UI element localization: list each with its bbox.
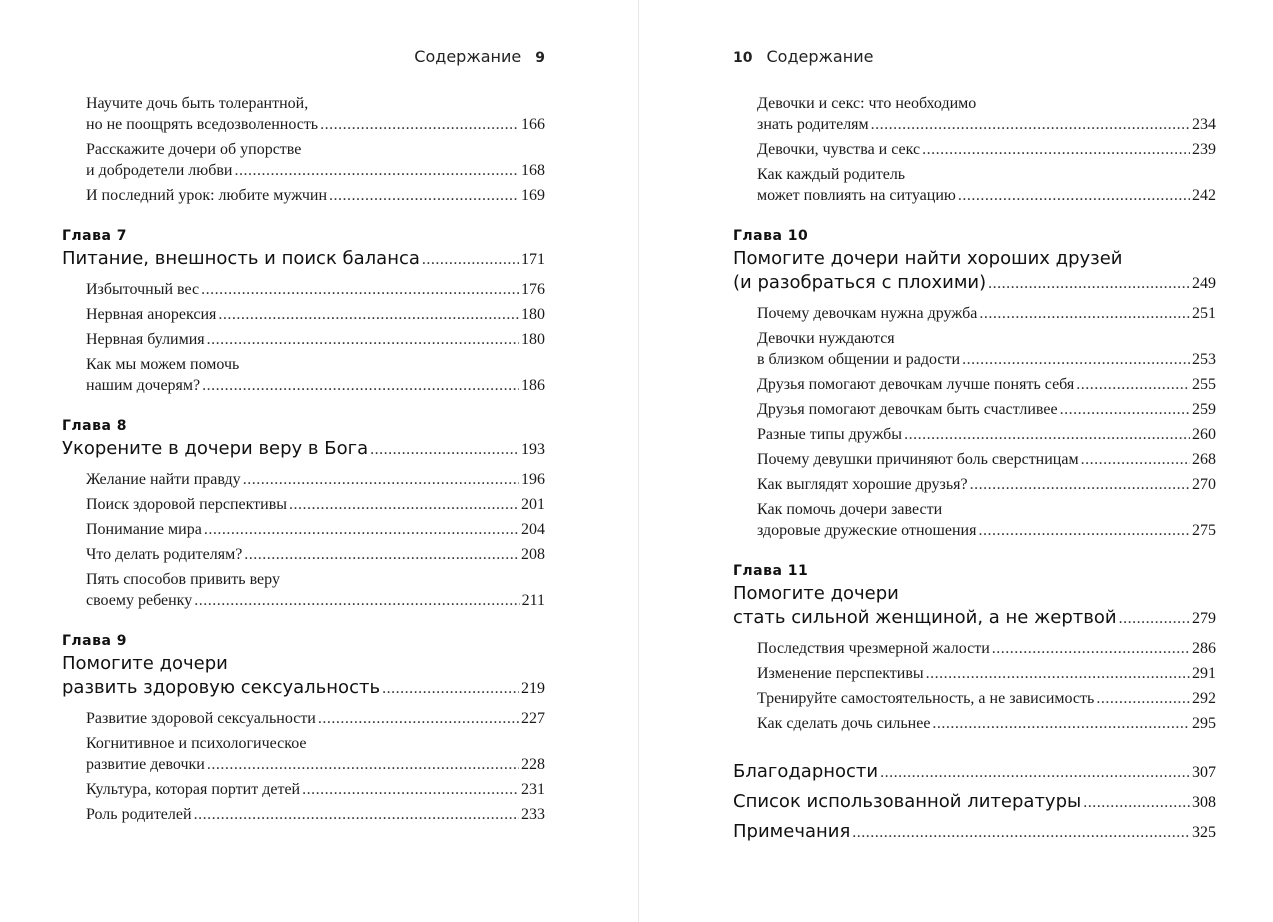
- dot-leader: [194, 804, 519, 825]
- toc-entry: [757, 499, 1216, 541]
- toc-entry-line: [757, 399, 1216, 420]
- chapter-title-line-page: 171: [521, 251, 545, 268]
- chapter-title-line: [62, 676, 545, 701]
- toc-entry-line: [757, 713, 1216, 734]
- dot-leader: [218, 304, 519, 325]
- toc-entry-line-page: 242: [1192, 187, 1216, 204]
- toc-entry: [757, 328, 1216, 370]
- toc-entry-line: [86, 494, 545, 515]
- back-matter-line-page: 325: [1192, 824, 1216, 841]
- toc-entry-line-page: 211: [521, 592, 545, 609]
- chapter-title: [62, 652, 545, 701]
- toc-entry-line-page: 259: [1192, 401, 1216, 418]
- toc-entry: [86, 804, 545, 825]
- toc-entry: [757, 638, 1216, 659]
- chapter-label: Глава 7: [62, 228, 128, 244]
- toc-entry-line-text: Как выглядят хорошие друзья?: [757, 476, 968, 493]
- dot-leader: [904, 424, 1190, 445]
- toc-entry: [757, 663, 1216, 684]
- toc-entry-line-text: развитие девочки: [86, 756, 205, 773]
- toc-entry-line-page: 295: [1192, 715, 1216, 732]
- toc-entry: [757, 93, 1216, 135]
- toc-entry-line-text: Почему девушки причиняют боль сверстницам: [757, 451, 1079, 468]
- toc-entry: [86, 494, 545, 515]
- dot-leader: [871, 114, 1190, 135]
- toc-entry-line-text: и добродетели любви: [86, 162, 233, 179]
- left-page: [62, 0, 545, 922]
- chapter-title-line-text: Питание, внешность и поиск баланса: [62, 248, 420, 269]
- dot-leader: [244, 544, 519, 565]
- toc-entry-line: [757, 185, 1216, 206]
- toc-entry-line: [86, 279, 545, 300]
- toc-entry-line: [86, 329, 545, 350]
- toc-entry-line: [757, 114, 1216, 135]
- dot-leader: [201, 279, 519, 300]
- chapter-title-line: [733, 606, 1216, 631]
- toc-entry: [86, 329, 545, 350]
- dot-leader: [234, 160, 519, 181]
- dot-leader: [207, 754, 519, 775]
- chapter-title-line-page: 193: [521, 441, 545, 458]
- toc-entry-line-text: Поиск здоровой перспективы: [86, 496, 288, 513]
- toc-entry-line-text: здоровые дружеские отношения: [757, 522, 977, 539]
- toc-entry-line-page: 251: [1192, 305, 1216, 322]
- toc-entry-line-text: Культура, которая портит детей: [86, 781, 301, 798]
- dot-leader: [302, 779, 519, 800]
- toc-entry-first-line: Пять способов привить веру: [86, 571, 280, 588]
- toc-entry-line-text: Развитие здоровой сексуальности: [86, 710, 316, 727]
- dot-leader: [979, 303, 1190, 324]
- toc-entry-line: [757, 303, 1216, 324]
- toc-entry-line: [86, 804, 545, 825]
- dot-leader: [1096, 688, 1190, 709]
- dot-leader: [880, 761, 1190, 785]
- chapter-title-line: [62, 437, 545, 462]
- toc-left: [62, 93, 545, 829]
- dot-leader: [958, 185, 1190, 206]
- toc-entry-line-page: 260: [1192, 426, 1216, 443]
- chapter-title-line-text: стать сильной женщиной, а не жертвой: [733, 607, 1117, 628]
- chapter-title-first-line: Помогите дочери найти хороших друзей: [733, 248, 1123, 269]
- toc-entry-line-text: Понимание мира: [86, 521, 202, 538]
- toc-entry-line: [757, 349, 1216, 370]
- dot-leader: [329, 185, 519, 206]
- toc-right: [733, 93, 1216, 850]
- toc-entry-line-text: Друзья помогают девочкам быть счастливее: [757, 401, 1058, 418]
- toc-entry-line-text: Изменение перспективы: [757, 665, 924, 682]
- chapter-section: [62, 227, 545, 396]
- dot-leader: [1083, 791, 1190, 815]
- page-number: 9: [535, 50, 545, 66]
- page-number: 10: [733, 50, 753, 66]
- dot-leader: [1081, 449, 1190, 470]
- toc-entry-first-line: Расскажите дочери об упорстве: [86, 141, 302, 158]
- toc-entry: [757, 713, 1216, 734]
- running-head-right: [733, 47, 1216, 71]
- toc-entry-line-text: Друзья помогают девочкам лучше понять себя: [757, 376, 1075, 393]
- toc-entry-line-text: И последний урок: любите мужчин: [86, 187, 328, 204]
- dot-leader: [1119, 607, 1190, 631]
- toc-entry-line: [86, 114, 545, 135]
- toc-entry-line: [757, 139, 1216, 160]
- toc-entry: [757, 424, 1216, 445]
- running-head-title: Содержание: [766, 47, 874, 66]
- running-head-left: [62, 47, 545, 71]
- toc-entry: [86, 733, 545, 775]
- dot-leader: [370, 438, 519, 462]
- back-matter-line-page: 307: [1192, 764, 1216, 781]
- toc-entry-line: [757, 449, 1216, 470]
- dot-leader: [1060, 399, 1190, 420]
- toc-entry-first-line: Как помочь дочери завести: [757, 501, 943, 518]
- dot-leader: [922, 139, 1190, 160]
- toc-entry-line: [86, 375, 545, 396]
- dot-leader: [988, 272, 1190, 296]
- dot-leader: [932, 713, 1190, 734]
- chapter-label: Глава 8: [62, 418, 128, 434]
- chapter-label: Глава 11: [733, 563, 809, 579]
- back-matter: [733, 760, 1216, 845]
- chapter-title-line: [62, 247, 545, 272]
- chapter-title: [733, 582, 1216, 631]
- back-matter-entry: [733, 820, 1216, 845]
- toc-entry: [757, 164, 1216, 206]
- toc-entry-line-text: нашим дочерям?: [86, 377, 201, 394]
- toc-entry-line: [86, 185, 545, 206]
- toc-entry-line: [757, 424, 1216, 445]
- toc-entry: [86, 569, 545, 611]
- toc-entry-line-page: 231: [521, 781, 545, 798]
- toc-entry: [757, 688, 1216, 709]
- toc-entry-line: [86, 469, 545, 490]
- toc-entry-first-line: Научите дочь быть толерантной,: [86, 95, 309, 112]
- toc-entry-line-text: в близком общении и радости: [757, 351, 961, 368]
- toc-entry: [757, 139, 1216, 160]
- dot-leader: [243, 469, 519, 490]
- toc-entry-line-text: Тренируйте самостоятельность, а не зависимость: [757, 690, 1095, 707]
- chapter-section: [733, 227, 1216, 541]
- toc-entry: [757, 303, 1216, 324]
- toc-entry-line-text: Девочки, чувства и секс: [757, 141, 921, 158]
- back-matter-line-text: Благодарности: [733, 761, 879, 782]
- dot-leader: [962, 349, 1190, 370]
- toc-entry: [86, 93, 545, 135]
- back-matter-line-text: Список использованной литературы: [733, 791, 1082, 812]
- chapter-title-first-line: Помогите дочери: [62, 653, 228, 674]
- chapter-section: [733, 562, 1216, 734]
- chapter-title: [62, 437, 545, 462]
- chapter-title-first-line: Помогите дочери: [733, 583, 899, 604]
- toc-entry-line: [757, 638, 1216, 659]
- toc-entry-line: [86, 544, 545, 565]
- toc-entry-line-text: Желание найти правду: [86, 471, 241, 488]
- toc-entry-first-line: Девочки и секс: что необходимо: [757, 95, 977, 112]
- toc-entry-line-page: 233: [521, 806, 545, 823]
- dot-leader: [970, 474, 1190, 495]
- toc-entry: [86, 469, 545, 490]
- toc-entry-line: [757, 520, 1216, 541]
- toc-entry-line-page: 204: [521, 521, 545, 538]
- toc-entry: [86, 544, 545, 565]
- toc-entry-line-page: 201: [521, 496, 545, 513]
- toc-entry-line-text: но не поощрять вседозволенность: [86, 116, 319, 133]
- toc-entry-line-page: 196: [521, 471, 545, 488]
- toc-entry-line-page: 292: [1192, 690, 1216, 707]
- toc-entry-line-page: 169: [521, 187, 545, 204]
- toc-entry-line: [86, 779, 545, 800]
- toc-entry-line-page: 208: [521, 546, 545, 563]
- toc-entry-line: [86, 754, 545, 775]
- toc-entry: [757, 374, 1216, 395]
- dot-leader: [978, 520, 1190, 541]
- toc-entry-line: [757, 688, 1216, 709]
- toc-entry-line-text: Нервная булимия: [86, 331, 205, 348]
- toc-entry-line-text: может повлиять на ситуацию: [757, 187, 956, 204]
- toc-entry-line: [757, 474, 1216, 495]
- toc-entry: [86, 185, 545, 206]
- toc-entry-line: [86, 160, 545, 181]
- dot-leader: [852, 821, 1190, 845]
- toc-entry-line-page: 291: [1192, 665, 1216, 682]
- chapter-title-line-text: (и разобраться с плохими): [733, 272, 987, 293]
- back-matter-entry: [733, 760, 1216, 785]
- chapter-section: [62, 632, 545, 825]
- chapter-title: [62, 247, 545, 272]
- chapter-label: Глава 9: [62, 633, 128, 649]
- toc-entry-line-page: 253: [1192, 351, 1216, 368]
- back-matter-line: [733, 760, 1216, 785]
- chapter-title-line-page: 279: [1192, 610, 1216, 627]
- toc-entry-line-page: 228: [521, 756, 545, 773]
- chapter-title: [733, 247, 1216, 296]
- back-matter-entry: [733, 790, 1216, 815]
- back-matter-line: [733, 820, 1216, 845]
- toc-entry-line: [757, 663, 1216, 684]
- toc-entry: [86, 779, 545, 800]
- dot-leader: [204, 519, 519, 540]
- dot-leader: [926, 663, 1190, 684]
- running-head-title: Содержание: [414, 47, 522, 66]
- toc-entry-line-page: 239: [1192, 141, 1216, 158]
- toc-entry-line-page: 255: [1192, 376, 1216, 393]
- toc-entry-line-page: 275: [1192, 522, 1216, 539]
- toc-entry-line-text: Разные типы дружбы: [757, 426, 903, 443]
- dot-leader: [289, 494, 519, 515]
- dot-leader: [382, 677, 519, 701]
- toc-entry-line: [86, 708, 545, 729]
- toc-entry-line: [86, 304, 545, 325]
- toc-entry-line-text: Что делать родителям?: [86, 546, 243, 563]
- toc-entry-line: [86, 590, 545, 611]
- toc-entry-line-text: своему ребенку: [86, 592, 193, 609]
- toc-entry-line-page: 176: [521, 281, 545, 298]
- toc-entry-first-line: Как каждый родитель: [757, 166, 906, 183]
- chapter-title-line-page: 219: [521, 680, 545, 697]
- dot-leader: [422, 248, 519, 272]
- toc-entry: [86, 139, 545, 181]
- toc-entry: [757, 449, 1216, 470]
- toc-entry-line-text: Последствия чрезмерной жалости: [757, 640, 990, 657]
- dot-leader: [1076, 374, 1190, 395]
- toc-entry: [86, 519, 545, 540]
- toc-entry: [86, 279, 545, 300]
- toc-entry-line-page: 227: [521, 710, 545, 727]
- toc-entry-line-page: 180: [521, 306, 545, 323]
- dot-leader: [202, 375, 519, 396]
- toc-entry-line-text: Роль родителей: [86, 806, 192, 823]
- toc-entry-line: [757, 374, 1216, 395]
- toc-entry-line-text: Почему девочкам нужна дружба: [757, 305, 978, 322]
- toc-entry-line-page: 234: [1192, 116, 1216, 133]
- toc-entry-first-line: Когнитивное и психологическое: [86, 735, 307, 752]
- toc-entry-line-page: 186: [521, 377, 545, 394]
- chapter-title-line-text: Укорените в дочери веру в Бога: [62, 438, 369, 459]
- toc-entry-line-page: 270: [1192, 476, 1216, 493]
- back-matter-line-page: 308: [1192, 794, 1216, 811]
- toc-entry-line-page: 166: [521, 116, 545, 133]
- toc-entry-line-text: знать родителям: [757, 116, 869, 133]
- toc-entry-line-page: 286: [1192, 640, 1216, 657]
- chapter-title-line-page: 249: [1192, 275, 1216, 292]
- dot-leader: [318, 708, 519, 729]
- toc-entry: [757, 474, 1216, 495]
- toc-entry-line-text: Нервная анорексия: [86, 306, 217, 323]
- toc-entry-first-line: Как мы можем помочь: [86, 356, 240, 373]
- chapter-section: [62, 417, 545, 611]
- toc-entry-first-line: Девочки нуждаются: [757, 330, 895, 347]
- chapter-title-line-text: развить здоровую сексуальность: [62, 677, 381, 698]
- toc-entry-line: [86, 519, 545, 540]
- toc-entry: [86, 708, 545, 729]
- toc-entry-line-page: 180: [521, 331, 545, 348]
- toc-entry: [757, 399, 1216, 420]
- chapter-title-line: [733, 271, 1216, 296]
- toc-entry-line-text: Избыточный вес: [86, 281, 200, 298]
- toc-entry-line-text: Как сделать дочь сильнее: [757, 715, 931, 732]
- chapter-label: Глава 10: [733, 228, 809, 244]
- dot-leader: [194, 590, 519, 611]
- toc-entry: [86, 304, 545, 325]
- back-matter-line-text: Примечания: [733, 821, 851, 842]
- dot-leader: [992, 638, 1190, 659]
- toc-entry-line-page: 168: [521, 162, 545, 179]
- toc-entry: [86, 354, 545, 396]
- toc-entry-line-page: 268: [1192, 451, 1216, 468]
- book-spine: [638, 0, 639, 922]
- back-matter-line: [733, 790, 1216, 815]
- dot-leader: [320, 114, 519, 135]
- right-page: [733, 0, 1216, 922]
- dot-leader: [207, 329, 519, 350]
